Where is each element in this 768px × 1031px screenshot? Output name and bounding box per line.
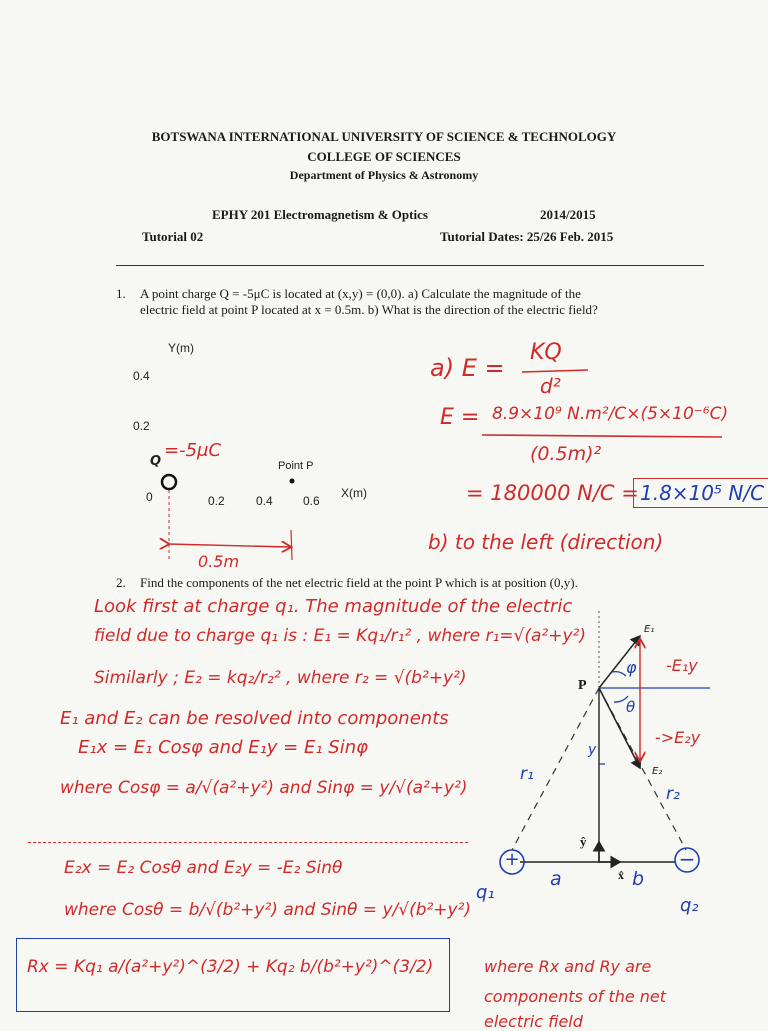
q1-y-axis-label: Y(m) — [168, 341, 194, 355]
q1-point-p-label: Point P — [278, 460, 314, 472]
q2-e1-vector — [599, 636, 640, 688]
tutorial-dates: Tutorial Dates: 25/26 Feb. 2015 — [440, 229, 614, 244]
q1b-answer: b) to the left (direction) — [428, 530, 664, 554]
academic-year: 2014/2015 — [540, 207, 596, 222]
q2-a-distance-label: a — [550, 868, 562, 890]
college-name: COLLEGE OF SCIENCES — [307, 149, 461, 164]
q1a-substitution-denominator: (0.5m)² — [530, 443, 602, 465]
q2-negative-charge: − — [678, 847, 696, 871]
q2-e2y-label: ->E₂y — [655, 728, 701, 747]
q1-distance-arrow — [168, 544, 290, 547]
q2-note-line3: Similarly ; E₂ = kq₂/r₂² , where r₂ = √(b²+y²) — [94, 668, 467, 688]
q2-note-line6: where Cosφ = a/√(a²+y²) and Sinφ = y/√(a²+y²) — [60, 778, 468, 798]
q1a-formula-denominator: d² — [540, 374, 561, 398]
q2-note-line2: field due to charge q₁ is : E₁ = Kq₁/r₁² , where r₁=√(a²+y²) — [94, 626, 586, 646]
q2-e1-label: E₁ — [644, 624, 655, 635]
q2-e2-vector — [599, 688, 640, 768]
q2-q2-label: q₂ — [680, 895, 699, 916]
q2-theta-arc — [614, 696, 628, 702]
q2-positive-charge: + — [504, 849, 520, 870]
q1a-substitution-numerator: 8.9×10⁹ N.m²/C×(5×10⁻⁶C) — [492, 404, 729, 424]
q1-charge-value: =-5μC — [164, 440, 222, 461]
q2-note-line1: Look first at charge q₁. The magnitude of the electric — [94, 596, 573, 617]
q2-y-unit-vector: ŷ — [580, 834, 587, 849]
q2-where-note-line2: components of the net — [484, 987, 667, 1006]
tutorial-number: Tutorial 02 — [142, 229, 204, 244]
q1-x-axis-label: X(m) — [341, 486, 367, 500]
q1a-final-answer: 1.8×10⁵ N/C — [633, 478, 768, 508]
q1a-substitution-bar — [482, 435, 722, 437]
q2-text: Find the components of the net electric field at the point P which is at position (0,y). — [140, 575, 578, 590]
q2-r1-label: r₁ — [520, 764, 534, 784]
q2-q1-label: q₁ — [476, 882, 495, 903]
q2-where-note-line1: where Rx and Ry are — [484, 957, 652, 976]
q1a-substitution-prefix: E = — [440, 405, 480, 430]
q1-number: 1. — [116, 286, 126, 301]
q1-text-line2: electric field at point P located at x = 0.5m. b) What is the direction of the electric field? — [140, 302, 598, 317]
q2-note-line7: E₂x = E₂ Cosθ and E₂y = -E₂ Sinθ — [64, 858, 343, 878]
department-name: Department of Physics & Astronomy — [289, 168, 479, 182]
q2-q2-charge-circle — [675, 848, 699, 872]
university-name: BOTSWANA INTERNATIONAL UNIVERSITY OF SCIENCE & TECHNOLOGY — [151, 129, 617, 144]
q2-e1y-label: -E₁y — [666, 656, 698, 675]
q1-distance-label: 0.5m — [198, 552, 240, 571]
q1-charge-label: Q — [150, 454, 162, 469]
q1-x-tick-04: 0.4 — [256, 494, 273, 508]
q1-x-tick-02: 0.2 — [208, 494, 225, 508]
course-title: EPHY 201 Electromagnetism & Optics — [212, 207, 428, 222]
q2-r2-label: r₂ — [666, 784, 680, 804]
q1-x-tick-06: 0.6 — [303, 494, 320, 508]
q1a-formula-prefix: a) E = — [430, 354, 505, 382]
q1-point-p-dot — [290, 479, 295, 484]
q1-text-line1: A point charge Q = -5μC is located at (x,y) = (0,0). a) Calculate the magnitude of the — [140, 286, 581, 301]
q1b-decoration — [426, 537, 646, 562]
q2-number: 2. — [116, 575, 126, 590]
q1-y-tick-02: 0.2 — [133, 419, 150, 433]
q2-e2-label: E₂ — [652, 766, 663, 777]
q2-note-line4: E₁ and E₂ can be resolved into components — [60, 708, 449, 729]
q1-charge-circle — [162, 475, 176, 489]
q2-note-line8: where Cosθ = b/√(b²+y²) and Sinθ = y/√(b²+y²) — [64, 900, 472, 920]
q2-rx-boxed-result: Rx = Kq₁ a/(a²+y²)^(3/2) + Kq₂ b/(b²+y²)^(3/2) — [16, 938, 450, 1012]
q1a-result: = 180000 N/C = — [466, 481, 639, 505]
q2-y-distance-label: y — [588, 742, 597, 758]
q2-note-line5: E₁x = E₁ Cosφ and E₁y = E₁ Sinφ — [78, 737, 369, 758]
q2-r1-line — [512, 688, 599, 850]
q1-y-tick-04: 0.4 — [133, 369, 150, 383]
q2-theta-label: θ — [626, 698, 636, 716]
q2-where-note-line3: electric field — [484, 1012, 583, 1031]
q1-x-tick-0: 0 — [146, 490, 153, 504]
q2-b-distance-label: b — [632, 868, 645, 890]
q2-point-p-label: P — [578, 678, 587, 693]
q1a-fraction-bar — [522, 370, 588, 372]
q1-distance-tick — [291, 530, 292, 560]
q1a-formula-numerator: KQ — [530, 340, 562, 365]
q2-phi-label: φ — [626, 658, 637, 677]
q2-x-unit-vector: x̂ — [618, 868, 624, 882]
q2-phi-arc — [612, 672, 626, 676]
